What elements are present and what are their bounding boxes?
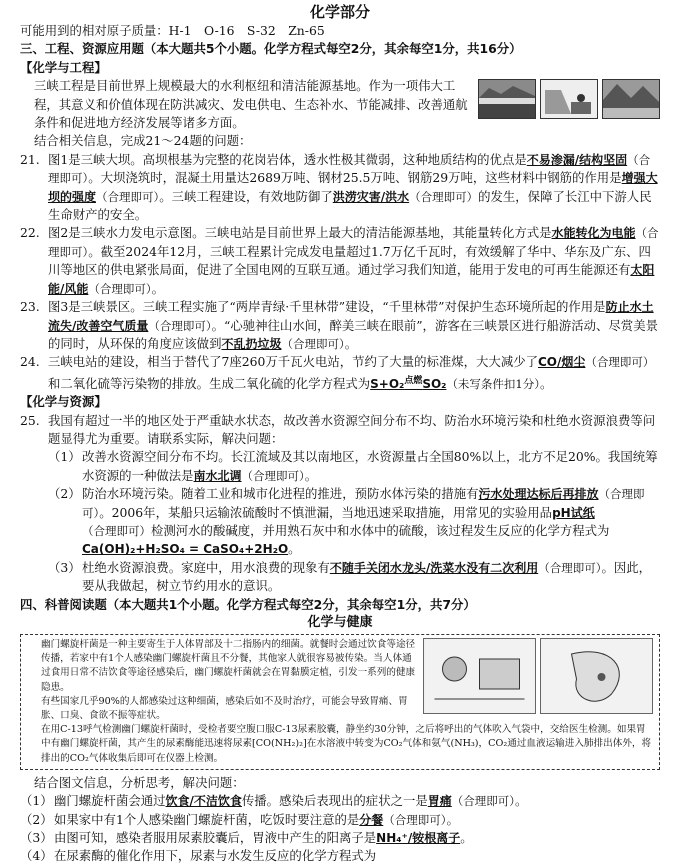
question-text: 。 — [151, 280, 165, 296]
answer-hint: （未写条件扣1分） — [446, 376, 541, 391]
question-text: 。 — [515, 793, 528, 809]
question-text: 。 — [460, 830, 473, 846]
answer: 不随手关闭水龙头/洗菜水没有二次利用 — [329, 560, 539, 575]
answer-hint: （合理即可） — [48, 152, 651, 186]
question-text: 图2是三峡水力发电示意图。三峡电站是目前世界上最大的清洁能源基地，其能量转化方式是 — [48, 225, 552, 241]
section-4-subtitle: 化学与健康 — [307, 615, 373, 630]
section-3-lead: 结合相关信息，完成21～24题的问题： — [34, 133, 252, 149]
answer-hint: （合理即可） — [88, 281, 152, 296]
question-number: 21. — [20, 151, 40, 167]
question-text: 。 — [446, 811, 459, 827]
answer: 水能转化为电能 — [551, 226, 636, 241]
part-number: （1） — [20, 793, 53, 809]
section-3-intro: 三峡工程是目前世界上规模最大的水利枢纽和清洁能源基地。作为一项伟大工程，其意义和价值体现在防洪减灾、发电供电、生态补水、节能减排、改善通航条件和促进地方经济发展等诸多方面。 — [34, 78, 468, 131]
question-26-part-3 — [20, 829, 660, 847]
answer: 防止水土流失/改善空气质量 — [48, 300, 654, 333]
question-22 — [20, 224, 660, 298]
answer-hint: （合理即可） — [585, 355, 655, 370]
answer-hint: （合理即可） — [409, 189, 479, 204]
question-text: 三峡电站的建设，相当于替代了7座260万千瓦火电站，节约了大量的标准煤，大大减少了 — [48, 354, 538, 370]
answer: 不乱扔垃圾 — [221, 336, 282, 351]
section-4-lead: 结合图文信息，分析思考，解决问题： — [34, 774, 245, 790]
answer: 太阳能/风能 — [48, 263, 655, 296]
answer: 南水北调 — [193, 468, 242, 483]
stomach-diagram — [540, 638, 653, 714]
reading-passage-box — [20, 634, 660, 770]
part-number: （4） — [20, 848, 53, 864]
question-text: 在尿素酶的催化作用下，尿素与水发生反应的化学方程式为 — [54, 848, 377, 864]
passage-paragraph: 幽门螺旋杆菌是一种主要寄生于人体胃部及十二指肠内的细菌。就餐时会通过饮食等途径传播，若家中有1个人感染幽门螺旋杆菌且不分餐，其他家人就很容易被传染。当人体通过食用日常不洁饮食等途径感染后，幽门螺旋杆菌就会在胃黏膜定植，引发一系列的健康隐患。 — [41, 639, 416, 693]
section-4-heading: 四、科普阅读题（本大题共1个小题。化学方程式每空2分，其余每空1分，共7分） — [20, 596, 476, 612]
question-text: 。大坝浇筑时，混凝土用量达2689万吨、钢材25.5万吨、钢筋29万吨，这些材料中钢筋的作用是 — [88, 170, 622, 186]
part-number: （2） — [48, 486, 81, 502]
page-title: 化学部分 — [309, 3, 370, 21]
question-text: 杜绝水资源浪费。家庭中，用水浪费的现象有 — [82, 559, 330, 575]
question-25-part-3 — [48, 559, 660, 596]
answer: 胃痛 — [427, 794, 452, 809]
answer: NH₄⁺/铵根离子 — [376, 831, 461, 846]
section-3-heading: 三、工程、资源应用题（本大题共5个小题。化学方程式每空2分，其余每空1分，共16分） — [20, 41, 522, 57]
equation-right: SO₂ — [422, 376, 447, 391]
question-text: 由图可知，感染者服用尿素胶囊后，胃液中产生的阳离子是 — [54, 830, 377, 846]
part-number: （3） — [48, 559, 81, 575]
answer: 洪涝灾害/洪水 — [332, 189, 410, 204]
question-text: 。2006年，某船只运输浓硫酸时不慎泄漏，当地迅速采取措施，用常见的实验用品 — [99, 504, 553, 520]
part-number: （3） — [20, 830, 53, 846]
question-text: 改善水资源空间分布不均。长江流域及其以南地区，水资源量占全国80%以上，北方不足20%。我国统筹水资源的一种做法是 — [82, 449, 658, 483]
question-25 — [20, 412, 660, 449]
question-text: 图1是三峡大坝。高坝根基为完整的花岗岩体，透水性极其微弱，这种地质结构的优点是 — [48, 151, 527, 167]
question-text: 。 — [540, 375, 553, 391]
answer-hint: （合理即可） — [538, 560, 602, 575]
answer-hint: （合理即可） — [82, 523, 151, 538]
answer: pH试纸 — [552, 505, 595, 520]
equation-condition: 点燃 — [404, 375, 423, 386]
question-25-part-1 — [48, 448, 660, 485]
question-text: 幽门螺旋杆菌会通过 — [54, 793, 166, 809]
equation-left: S+O₂ — [370, 376, 405, 391]
answer-hint: （合理即可） — [82, 487, 645, 520]
answer: 污水处理达标后再排放 — [478, 487, 599, 502]
question-23 — [20, 298, 660, 353]
figure-group — [478, 79, 660, 132]
part-number: （2） — [20, 811, 53, 827]
answer-hint: （合理即可） — [241, 468, 305, 483]
question-21 — [20, 151, 660, 225]
answer-hint: （合理即可） — [383, 812, 447, 827]
answer: 增强大坝的强度 — [48, 171, 658, 204]
question-text: 。因此，要从我做起，树立节约用水的意识。 — [82, 559, 652, 594]
answer-hint: （合理即可） — [96, 189, 160, 204]
section-3-intro-block — [20, 77, 660, 132]
infection-route-illustration — [423, 638, 536, 714]
question-number: 23. — [20, 299, 40, 315]
question-25-part-2 — [48, 485, 660, 559]
question-text: 。 — [304, 467, 318, 483]
question-text: 检测河水的酸碱度，并用熟石灰中和水体中的硫酸，该过程发生反应的化学方程式为 — [151, 522, 610, 538]
figure-1-dam-image — [478, 79, 536, 119]
question-text: 。三峡工程建设，有效地防御了 — [159, 188, 333, 204]
answer: 饮食/不洁饮食 — [165, 794, 242, 809]
question-26-part-4 — [20, 847, 660, 865]
figure-2-power-diagram — [540, 79, 598, 119]
question-26-part-1 — [20, 792, 660, 810]
question-text: 传播。感染后表现出的症状之一是 — [241, 793, 428, 809]
figure-3-scenic-image — [602, 79, 660, 119]
passage-paragraph: 有些国家几乎90%的人都感染过这种细菌，感染后如不及时治疗，可能会导致胃痛、胃胀、口臭、食欲不振等症状。 — [41, 695, 408, 722]
question-text: 我国有超过一半的地区处于严重缺水状态，故改善水资源空间分布不均、防治水环境污染和杜绝水资源浪费等问题显得尤为重要。请联系实际，解决问题： — [48, 412, 656, 446]
answer: CO/烟尘 — [538, 355, 586, 370]
question-text: 图3是三峡景区。三峡工程实施了“两岸青绿·千里林带”建设，“千里林带”对保护生态环境所起的作用是 — [48, 299, 606, 315]
answer-hint: （合理即可） — [48, 226, 659, 259]
question-number: 22. — [20, 225, 40, 241]
answer: 分餐 — [359, 812, 384, 827]
answer-hint: （合理即可） — [148, 318, 212, 333]
atomic-masses: 可能用到的相对原子质量：H-1 O-16 S-32 Zn-65 — [20, 23, 325, 38]
section-3-tag-2: 【化学与资源】 — [20, 394, 107, 410]
passage-paragraph: 在用C-13呼气检测幽门螺旋杆菌时，受检者要空腹口服C-13尿素胶囊，静坐约30分钟，之后将呼出的气体吹入气袋中，交给医生检测。如果胃中有幽门螺旋杆菌，其产生的尿素酶能迅速将尿素[CO(NH₂)₂]在水溶液中转变为CO₂气体和氨气(NH₃)，CO₂通过血液运输进入肺排出体外，将排出的CO₂气体收集后即可在仪器上检测。 — [41, 724, 652, 764]
answer: Ca(OH)₂+H₂SO₄ = CaSO₄+2H₂O — [82, 542, 289, 557]
equation-answer — [370, 377, 446, 391]
passage-illustrations — [423, 638, 653, 723]
question-24 — [20, 353, 660, 393]
answer-hint: （合理即可） — [451, 794, 516, 809]
section-3-tag: 【化学与工程】 — [20, 59, 107, 75]
question-text: 和二氧化硫等污染物的排放。生成二氧化硫的化学方程式为 — [48, 375, 371, 391]
question-text: 。“心驰神往山水间，醉美三峡在眼前”，游客在三峡景区进行船游活动、尽赏美景的同时，从环保的角度应该做到 — [48, 317, 658, 351]
question-text: 。 — [344, 335, 358, 351]
question-text: 。 — [288, 541, 301, 557]
question-text: 。截至2024年12月，三峡工程累计完成发电量超过1.7万亿千瓦时，有效缓解了华中、华东及广东、四川等地区的供电紧张局面，促进了全国电网的互联互通。通过学习我们知道，能用于发电的可再生能源还有 — [48, 243, 651, 278]
part-number: （1） — [48, 449, 81, 465]
question-26-part-2 — [20, 811, 660, 829]
question-text: 的发生，保障了长江中下游人民生命财产的安全。 — [48, 188, 652, 223]
answer: 不易渗漏/结构坚固 — [526, 152, 628, 167]
answer-hint: （合理即可） — [281, 336, 345, 351]
question-text: 防治水环境污染。随着工业和城市化进程的推进，预防水体污染的措施有 — [82, 486, 479, 502]
question-text: 如果家中有1个人感染幽门螺旋杆菌，吃饭时要注意的是 — [54, 811, 360, 827]
question-number: 25. — [20, 412, 40, 428]
question-number: 24. — [20, 354, 40, 370]
